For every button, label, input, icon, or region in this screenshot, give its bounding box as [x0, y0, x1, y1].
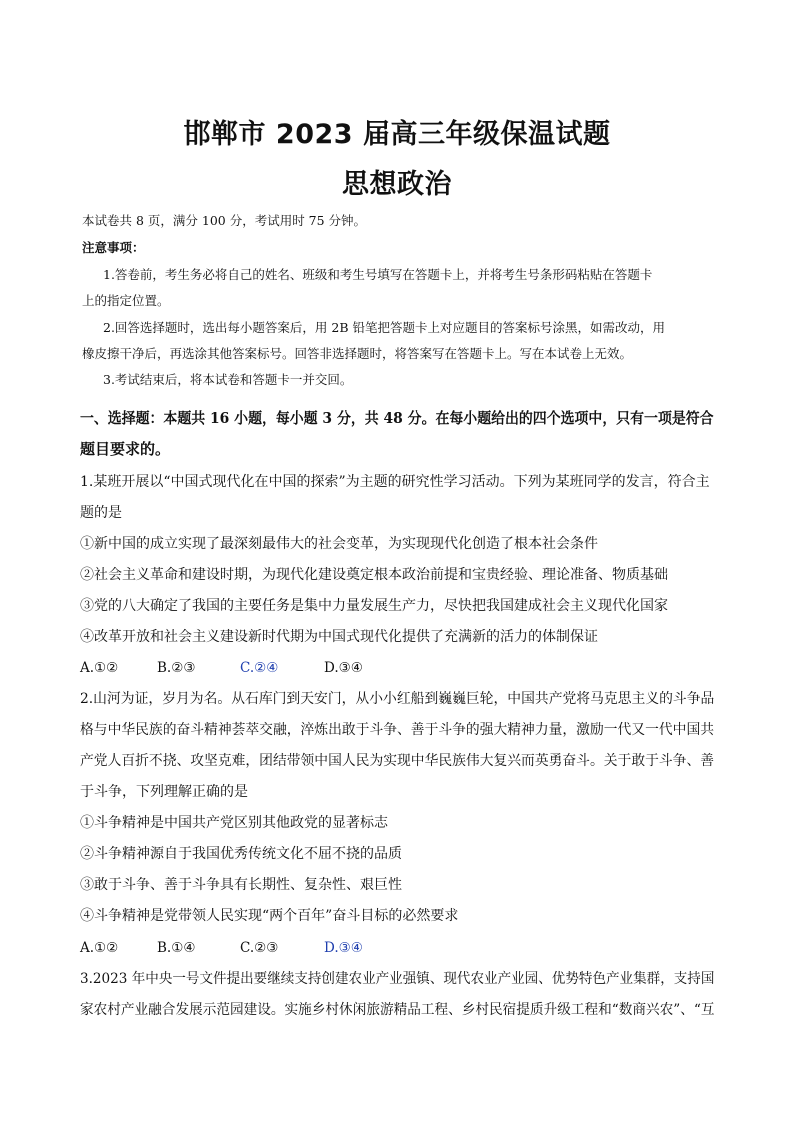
- q1-option-a: A.①②: [80, 660, 119, 676]
- q1-stem-line-2: 题的是: [80, 505, 122, 521]
- notes-item-1-line-1: 1.答卷前，考生务必将自己的姓名、班级和考生号填写在答题卡上，并将考生号条形码粘贴在答题卡: [103, 267, 653, 282]
- q1-statement-3: ③党的八大确定了我国的主要任务是集中力量发展生产力，尽快把我国建成社会主义现代化国家: [80, 598, 668, 614]
- section-1-heading-line-2: 题目要求的。: [80, 440, 171, 458]
- q3-stem-line-1: 3.2023 年中央一号文件提出要继续支持创建农业产业强镇、现代农业产业园、优势特色产业集群，支持国: [80, 971, 715, 987]
- exam-info: 本试卷共 8 页，满分 100 分，考试用时 75 分钟。: [82, 213, 367, 228]
- section-1-heading-line-1: 一、选择题：本题共 16 小题，每小题 3 分，共 48 分。在每小题给出的四个选项中，只有一项是符合: [80, 409, 714, 427]
- q2-stem-line-3: 产党人百折不挠、攻坚克难，团结带领中国人民为实现中华民族伟大复兴而英勇奋斗。关于敢于斗争、善: [80, 753, 715, 769]
- q2-stem-line-1: 2.山河为证，岁月为名。从石库门到天安门，从小小红船到巍巍巨轮，中国共产党将马克思主义的斗争品: [80, 691, 715, 707]
- notes-item-3: 3.考试结束后，将本试卷和答题卡一并交回。: [103, 372, 353, 387]
- q1-statement-2: ②社会主义革命和建设时期，为现代化建设奠定根本政治前提和宝贵经验、理论准备、物质基础: [80, 567, 668, 583]
- q1-option-c: C.②④: [240, 660, 279, 676]
- q2-stem-line-4: 于斗争，下列理解正确的是: [80, 784, 248, 800]
- exam-subject: 思想政治: [342, 169, 452, 200]
- q1-option-b: B.②③: [157, 660, 196, 676]
- notes-heading: 注意事项：: [82, 240, 145, 255]
- q2-statement-1: ①斗争精神是中国共产党区别其他政党的显著标志: [80, 815, 388, 831]
- q2-stem-line-2: 格与中华民族的奋斗精神荟萃交融，淬炼出敢于斗争、善于斗争的强大精神力量，激励一代又一代中国共: [80, 722, 715, 738]
- q2-statement-4: ④斗争精神是党带领人民实现“两个百年”奋斗目标的必然要求: [80, 908, 459, 924]
- q2-option-c: C.②③: [240, 940, 279, 956]
- exam-title: 邯郸市 2023 届高三年级保温试题: [183, 119, 611, 150]
- q1-option-d: D.③④: [324, 660, 363, 676]
- q1-statement-1: ①新中国的成立实现了最深刻最伟大的社会变革，为实现现代化创造了根本社会条件: [80, 536, 598, 552]
- notes-item-2-line-1: 2.回答选择题时，选出每小题答案后，用 2B 铅笔把答题卡上对应题目的答案标号涂黑，如需改动，用: [103, 320, 666, 335]
- q2-statement-3: ③敢于斗争、善于斗争具有长期性、复杂性、艰巨性: [80, 877, 402, 893]
- notes-item-2-line-2: 橡皮擦干净后，再选涂其他答案标号。回答非选择题时，将答案写在答题卡上。写在本试卷上无效。: [82, 346, 633, 361]
- q2-option-b: B.①④: [157, 940, 196, 956]
- q1-stem-line-1: 1.某班开展以“中国式现代化在中国的探索”为主题的研究性学习活动。下列为某班同学的发言，符合主: [80, 474, 710, 490]
- q1-statement-4: ④改革开放和社会主义建设新时代期为中国式现代化提供了充满新的活力的体制保证: [80, 629, 598, 645]
- q2-statement-2: ②斗争精神源自于我国优秀传统文化不屈不挠的品质: [80, 846, 402, 862]
- q2-option-a: A.①②: [80, 940, 119, 956]
- notes-item-1-line-2: 上的指定位置。: [82, 293, 170, 308]
- q2-option-d: D.③④: [324, 940, 363, 956]
- q3-stem-line-2: 家农村产业融合发展示范园建设。实施乡村休闲旅游精品工程、乡村民宿提质升级工程和“数商兴农”、“互: [80, 1002, 715, 1018]
